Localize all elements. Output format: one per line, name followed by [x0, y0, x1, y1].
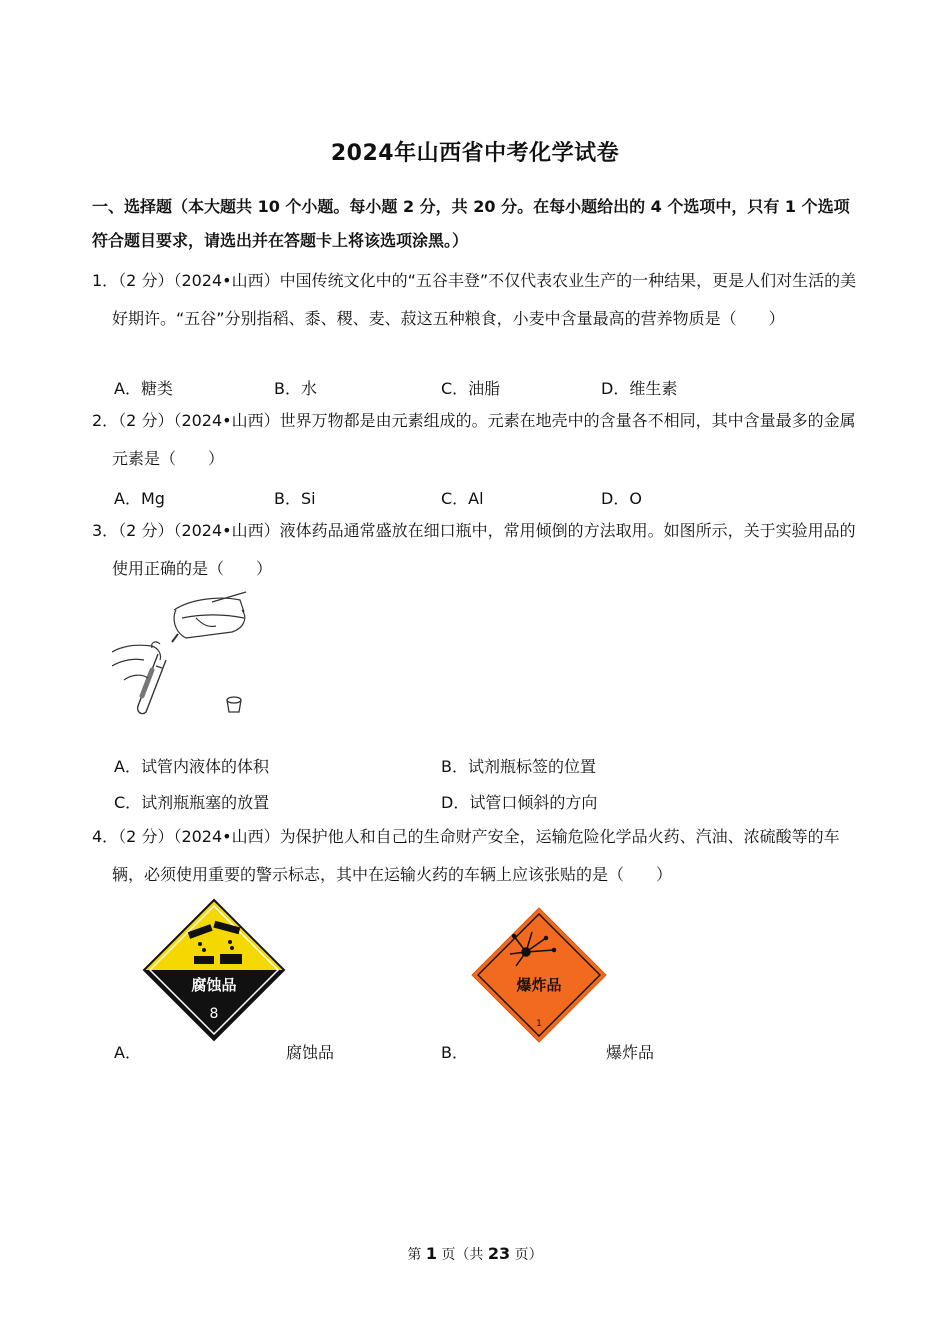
corrosive-sign-number: 8 — [209, 1006, 219, 1022]
q2-option-c[interactable]: C．Al — [441, 489, 484, 508]
pouring-liquid-illustration — [112, 588, 252, 720]
pouring-liquid-figure — [112, 588, 252, 724]
q2-option-a[interactable]: A．Mg — [114, 489, 165, 508]
q4-option-b-caption: 爆炸品 — [606, 1043, 655, 1062]
q1-option-d[interactable]: D．维生素 — [601, 379, 678, 398]
footer-middle: 页（共 — [436, 1247, 488, 1263]
explosive-sign — [470, 906, 608, 1048]
question-2 — [92, 402, 864, 478]
q2-option-b[interactable]: B．Si — [274, 489, 316, 508]
question-3 — [92, 512, 864, 588]
q4-option-b[interactable]: B． — [441, 1043, 468, 1062]
footer-page-number: 1 — [425, 1244, 437, 1263]
question-4 — [92, 818, 864, 894]
explosive-sign-number: 1 — [536, 1019, 542, 1029]
q1-option-c[interactable]: C．油脂 — [441, 379, 501, 398]
corrosive-sign-label: 腐蚀品 — [191, 976, 237, 994]
question-2-text: 2．（2 分）（2024•山西）世界万物都是由元素组成的。元素在地壳中的含量各不相同，其中含量最多的金属元素是（ ） — [92, 411, 856, 468]
q1-option-b[interactable]: B．水 — [274, 379, 317, 398]
corrosive-sign — [142, 898, 286, 1046]
page-title: 2024年山西省中考化学试卷 — [330, 141, 620, 166]
explosive-sign-label: 爆炸品 — [516, 976, 562, 994]
q3-option-c[interactable]: C．试剂瓶瓶塞的放置 — [114, 793, 270, 812]
explosive-sign-graphic — [470, 906, 608, 1044]
q4-option-a[interactable]: A． — [114, 1043, 141, 1062]
footer-suffix: 页） — [510, 1247, 543, 1263]
question-1 — [92, 262, 864, 338]
q2-option-d[interactable]: D．O — [601, 489, 642, 508]
footer-total-pages: 23 — [487, 1244, 511, 1263]
q4-option-a-caption: 腐蚀品 — [286, 1043, 335, 1062]
question-3-text: 3．（2 分）（2024•山西）液体药品通常盛放在细口瓶中，常用倾倒的方法取用。如图所示，关于实验用品的使用正确的是（ ） — [92, 521, 856, 578]
question-4-text: 4．（2 分）（2024•山西）为保护他人和自己的生命财产安全，运输危险化学品火药、汽油、浓硫酸等的车辆，必须使用重要的警示标志，其中在运输火药的车辆上应该张贴的是（ ） — [92, 827, 840, 884]
section-line-1: 一、选择题（本大题共 10 个小题。每小题 2 分，共 20 分。在每小题给出的 4 个选项中，只有 1 个选项 — [92, 197, 850, 216]
q3-option-d[interactable]: D．试管口倾斜的方向 — [441, 793, 598, 812]
q1-option-a[interactable]: A．糖类 — [114, 379, 173, 398]
bottle-stopper — [227, 697, 241, 712]
footer-prefix: 第 — [407, 1247, 426, 1263]
corrosive-sign-graphic — [142, 898, 286, 1042]
q3-option-a[interactable]: A．试管内液体的体积 — [114, 757, 269, 776]
q3-option-b[interactable]: B．试剂瓶标签的位置 — [441, 757, 596, 776]
page-footer — [0, 1244, 950, 1264]
section-heading — [92, 190, 864, 258]
question-1-text: 1．（2 分）（2024•山西）中国传统文化中的“五谷丰登”不仅代表农业生产的一种结果，更是人们对生活的美好期许。“五谷”分别指稻、黍、稷、麦、菽这五种粮食，小麦中含量最高的营养物质是（ ） — [92, 271, 857, 328]
section-line-2: 符合题目要求，请选出并在答题卡上将该选项涂黑。） — [92, 231, 469, 250]
